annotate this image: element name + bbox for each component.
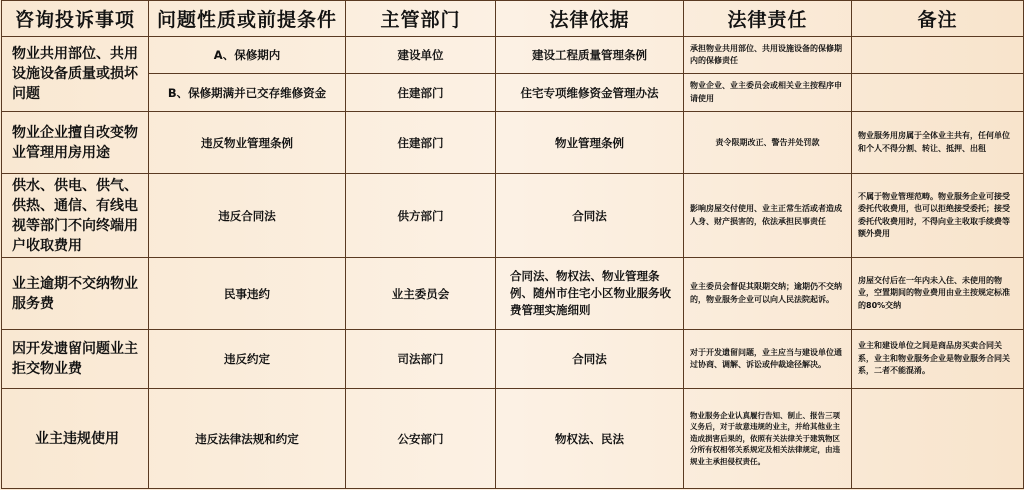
law-cell: 物业管理条例 bbox=[496, 112, 684, 174]
consultation-complaint-table bbox=[1, 0, 1024, 489]
table-row bbox=[2, 37, 1024, 74]
item-cell: 供水、供电、供气、供热、通信、有线电视等部门不向终端用户收取费用 bbox=[2, 174, 149, 258]
condition-cell: 违反约定 bbox=[149, 330, 346, 389]
table-row bbox=[2, 389, 1024, 489]
header-dept: 主管部门 bbox=[346, 1, 496, 37]
note-cell: 不属于物业管理范畴。物业服务企业可接受委托代收费用，也可以拒绝接受委托；接受委托代收费用时，不得向业主收取手续费等额外费用 bbox=[852, 174, 1024, 258]
header-row bbox=[2, 1, 1024, 37]
table-row bbox=[2, 258, 1024, 330]
item-cell: 物业企业擅自改变物业管理用房用途 bbox=[2, 112, 149, 174]
condition-cell: 民事违约 bbox=[149, 258, 346, 330]
header-item: 咨询投诉事项 bbox=[2, 1, 149, 37]
item-cell: 业主逾期不交纳物业服务费 bbox=[2, 258, 149, 330]
liability-cell: 物业企业、业主委员会或相关业主按程序申请使用 bbox=[684, 74, 852, 112]
item-cell: 业主违规使用 bbox=[2, 389, 149, 489]
dept-cell: 住建部门 bbox=[346, 74, 496, 112]
note-cell bbox=[852, 37, 1024, 74]
condition-cell: A、保修期内 bbox=[149, 37, 346, 74]
note-cell: 房屋交付后在一年内未入住、未使用的物业，空置期间的物业费用由业主按规定标准的80%交纳 bbox=[852, 258, 1024, 330]
condition-cell: 违反法律法规和约定 bbox=[149, 389, 346, 489]
dept-cell: 业主委员会 bbox=[346, 258, 496, 330]
law-cell: 物权法、民法 bbox=[496, 389, 684, 489]
law-cell: 合同法 bbox=[496, 330, 684, 389]
liability-cell: 影响房屋交付使用、业主正常生活或者造成人身、财产损害的，依法承担民事责任 bbox=[684, 174, 852, 258]
dept-cell: 住建部门 bbox=[346, 112, 496, 174]
liability-cell: 承担物业共用部位、共用设施设备的保修期内的保修责任 bbox=[684, 37, 852, 74]
condition-cell: 违反物业管理条例 bbox=[149, 112, 346, 174]
table-row bbox=[2, 174, 1024, 258]
item-cell: 因开发遗留问题业主拒交物业费 bbox=[2, 330, 149, 389]
condition-cell: 违反合同法 bbox=[149, 174, 346, 258]
table-row bbox=[2, 74, 1024, 112]
note-cell bbox=[852, 74, 1024, 112]
note-cell bbox=[852, 389, 1024, 489]
header-liability: 法律责任 bbox=[684, 1, 852, 37]
dept-cell: 建设单位 bbox=[346, 37, 496, 74]
law-cell: 合同法 bbox=[496, 174, 684, 258]
note-cell: 业主和建设单位之间是商品房买卖合同关系，业主和物业服务企业是物业服务合同关系，二者不能混淆。 bbox=[852, 330, 1024, 389]
law-cell: 住宅专项维修资金管理办法 bbox=[496, 74, 684, 112]
law-cell: 合同法、物权法、物业管理条例、随州市住宅小区物业服务收费管理实施细则 bbox=[496, 258, 684, 330]
dept-cell: 供方部门 bbox=[346, 174, 496, 258]
note-cell: 物业服务用房属于全体业主共有，任何单位和个人不得分割、转让、抵押、出租 bbox=[852, 112, 1024, 174]
liability-cell: 责令限期改正、警告并处罚款 bbox=[684, 112, 852, 174]
liability-cell: 物业服务企业认真履行告知、制止、报告三项义务后，对于故意违规的业主，并给其他业主造成损害后果的，依照有关法律关于建筑物区分所有权相邻关系规定及相关法律规定，由违规业主承担侵权责任。 bbox=[684, 389, 852, 489]
dept-cell: 司法部门 bbox=[346, 330, 496, 389]
liability-cell: 业主委员会督促其限期交纳；逾期仍不交纳的，物业服务企业可以向人民法院起诉。 bbox=[684, 258, 852, 330]
liability-cell: 对于开发遗留问题，业主应当与建设单位通过协商、调解、诉讼或仲裁途径解决。 bbox=[684, 330, 852, 389]
table-row bbox=[2, 112, 1024, 174]
header-law: 法律依据 bbox=[496, 1, 684, 37]
dept-cell: 公安部门 bbox=[346, 389, 496, 489]
condition-cell: B、保修期满并已交存维修资金 bbox=[149, 74, 346, 112]
law-cell: 建设工程质量管理条例 bbox=[496, 37, 684, 74]
table-row bbox=[2, 330, 1024, 389]
header-condition: 问题性质或前提条件 bbox=[149, 1, 346, 37]
item-cell: 物业共用部位、共用设施设备质量或损坏问题 bbox=[2, 37, 149, 112]
header-note: 备注 bbox=[852, 1, 1024, 37]
